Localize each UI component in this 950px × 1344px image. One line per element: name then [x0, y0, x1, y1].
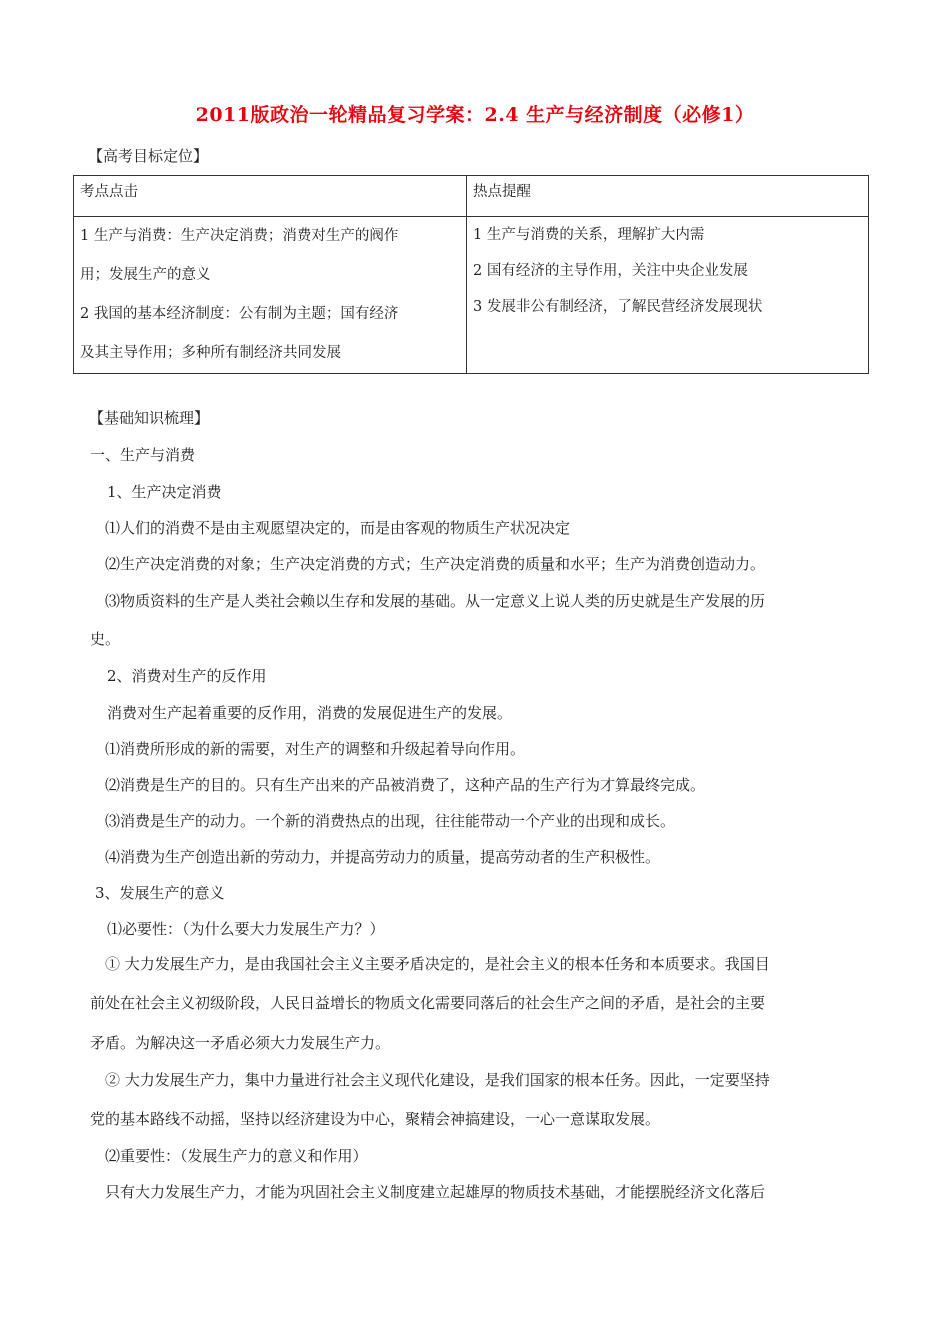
paragraph: ⑵生产决定消费的对象；生产决定消费的方式；生产决定消费的质量和水平；生产为消费创造动力。	[105, 555, 766, 573]
table-line: 3 发展非公有制经济，了解民营经济发展现状	[473, 299, 763, 315]
table-cell-hotspots	[467, 217, 869, 374]
paragraph: 史。	[90, 630, 121, 648]
table-line: 2 国有经济的主导作用，关注中央企业发展	[473, 263, 748, 279]
paragraph: ① 大力发展生产力，是由我国社会主义主要矛盾决定的，是社会主义的根本任务和本质要求。我国目	[105, 955, 770, 973]
exam-target-table	[73, 175, 869, 374]
subsection-title: 1、生产决定消费	[107, 483, 222, 501]
table-line: 1 生产与消费的关系，理解扩大内需	[473, 227, 705, 243]
paragraph: ⑶物质资料的生产是人类社会赖以生存和发展的基础。从一定意义上说人类的历史就是生产发展的历	[105, 592, 766, 610]
subsection-title: 3、发展生产的意义	[95, 884, 225, 902]
paragraph: ⑵重要性：（发展生产力的意义和作用）	[105, 1147, 368, 1165]
table-header-points: 考点点击	[74, 176, 467, 217]
table-line: 2 我国的基本经济制度：公有制为主题；国有经济	[80, 306, 399, 322]
paragraph: 只有大力发展生产力，才能为巩固社会主义制度建立起雄厚的物质技术基础，才能摆脱经济文化落后	[105, 1183, 766, 1201]
page-title: 2011版政治一轮精品复习学案：2.4 生产与经济制度（必修1）	[195, 104, 755, 126]
table-line: 用；发展生产的意义	[80, 267, 211, 283]
subsection-title: 2、消费对生产的反作用	[107, 667, 267, 685]
target-heading: 【高考目标定位】	[88, 147, 209, 165]
table-cell-points	[74, 217, 467, 374]
paragraph: 前处在社会主义初级阶段，人民日益增长的物质文化需要同落后的社会生产之间的矛盾，是社会的主要	[90, 994, 766, 1012]
paragraph: ⑷消费为生产创造出新的劳动力，并提高劳动力的质量，提高劳动者的生产积极性。	[105, 848, 661, 866]
paragraph: ⑴消费所形成的新的需要，对生产的调整和升级起着导向作用。	[105, 740, 526, 758]
paragraph: ⑵消费是生产的目的。只有生产出来的产品被消费了，这种产品的生产行为才算最终完成。	[105, 776, 706, 794]
table-header-hotspots: 热点提醒	[467, 176, 869, 217]
paragraph: ② 大力发展生产力，集中力量进行社会主义现代化建设，是我们国家的根本任务。因此，一定要坚持	[105, 1071, 770, 1089]
paragraph: 党的基本路线不动摇，坚持以经济建设为中心，聚精会神搞建设，一心一意谋取发展。	[90, 1110, 661, 1128]
paragraph: ⑴必要性：（为什么要大力发展生产力？）	[107, 920, 385, 938]
table-line: 及其主导作用；多种所有制经济共同发展	[80, 345, 341, 361]
paragraph: 矛盾。为解决这一矛盾必须大力发展生产力。	[90, 1034, 391, 1052]
section-heading: 【基础知识梳理】	[89, 409, 210, 427]
paragraph: ⑴人们的消费不是由主观愿望决定的，而是由客观的物质生产状况决定	[105, 519, 571, 537]
table-line: 1 生产与消费：生产决定消费；消费对生产的阀作	[80, 228, 399, 244]
paragraph: ⑶消费是生产的动力。一个新的消费热点的出现，往往能带动一个产业的出现和成长。	[105, 812, 676, 830]
section-title: 一、生产与消费	[90, 446, 196, 464]
paragraph: 消费对生产起着重要的反作用，消费的发展促进生产的发展。	[107, 704, 513, 722]
